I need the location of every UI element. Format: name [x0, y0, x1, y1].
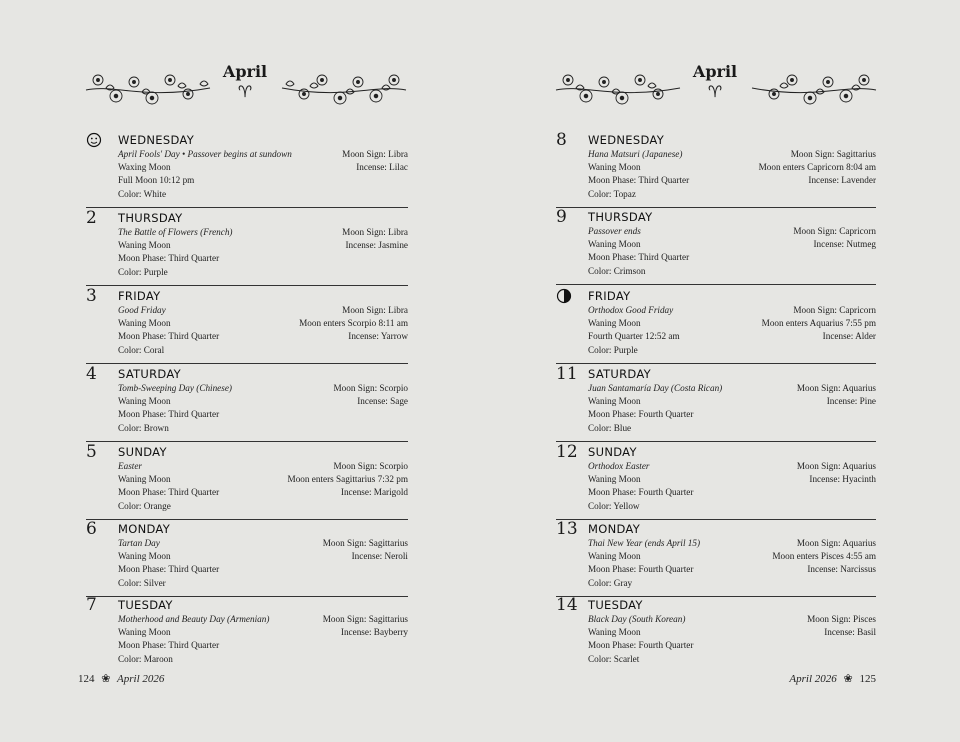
- moon-enters: Moon enters Scorpio 8:11 am: [299, 318, 408, 329]
- weekday-label: TUESDAY: [118, 598, 173, 612]
- moon-sign: Moon Sign: Sagittarius: [322, 538, 408, 548]
- moon-sign: Moon Sign: Sagittarius: [322, 614, 408, 624]
- day-color: Color: Maroon: [118, 653, 173, 664]
- divider: [556, 284, 876, 285]
- moon-sign: Moon Sign: Scorpio: [333, 383, 408, 393]
- moon-status: Waning Moon: [588, 318, 641, 329]
- incense: Incense: Marigold: [340, 487, 408, 498]
- weekday-label: SUNDAY: [118, 445, 167, 459]
- moon-status: Waning Moon: [118, 627, 171, 638]
- moon-phase: Moon Phase: Third Quarter: [118, 253, 220, 264]
- incense: Incense: Pine: [826, 396, 876, 407]
- moon-status: Waxing Moon: [118, 162, 171, 173]
- day-entry: [86, 286, 408, 364]
- day-entry: [556, 519, 876, 597]
- moon-sign: Moon Sign: Pisces: [807, 614, 876, 624]
- moon-sign: Moon Sign: Aquarius: [796, 538, 876, 548]
- event-text: Easter: [118, 461, 142, 471]
- floral-vine-right-icon: [750, 66, 878, 110]
- day-color: Color: White: [118, 188, 167, 199]
- moon-phase: Full Moon 10:12 pm: [118, 175, 195, 186]
- event-text: Tomb-Sweeping Day (Chinese): [118, 383, 232, 393]
- day-number: 3: [86, 286, 97, 306]
- running-head: April 2026: [789, 673, 837, 685]
- moon-enters: Moon enters Pisces 4:55 am: [772, 551, 876, 562]
- moon-phase: Moon Phase: Fourth Quarter: [588, 487, 694, 498]
- moon-phase: Moon Phase: Third Quarter: [588, 252, 690, 263]
- day-color: Color: Blue: [588, 422, 632, 433]
- moon-phase: Moon Phase: Fourth Quarter: [588, 640, 694, 651]
- page-footer: [789, 672, 876, 685]
- moon-status: Waning Moon: [588, 396, 641, 407]
- page-number: 125: [859, 673, 876, 685]
- incense: Incense: Bayberry: [340, 627, 408, 638]
- day-entry: [86, 130, 408, 208]
- moon-phase: Moon Phase: Third Quarter: [118, 564, 220, 575]
- aries-icon: ♈: [707, 82, 723, 101]
- incense: Incense: Lavender: [808, 175, 876, 186]
- event-text: Orthodox Easter: [588, 461, 650, 471]
- weekday-label: WEDNESDAY: [588, 133, 665, 147]
- day-entry: [556, 442, 876, 520]
- event-text: Black Day (South Korean): [588, 614, 686, 624]
- day-color: Color: Purple: [118, 266, 168, 277]
- moon-enters: Moon enters Aquarius 7:55 pm: [761, 318, 876, 329]
- moon-status: Waning Moon: [588, 551, 641, 562]
- moon-phase: Moon Phase: Fourth Quarter: [588, 409, 694, 420]
- moon-sign: Moon Sign: Aquarius: [796, 461, 876, 471]
- day-number: 11: [556, 364, 578, 384]
- day-color: Color: Yellow: [588, 500, 640, 511]
- day-entry: [86, 595, 408, 673]
- event-text: April Fools' Day • Passover begins at sundown: [118, 149, 292, 159]
- incense: Incense: Narcissus: [807, 564, 876, 575]
- moon-phase: Moon Phase: Third Quarter: [118, 409, 220, 420]
- moon-sign: Moon Sign: Libra: [342, 305, 408, 315]
- moon-status: Waning Moon: [118, 396, 171, 407]
- floral-vine-right-icon: [280, 66, 408, 110]
- moon-phase: Moon Phase: Third Quarter: [118, 487, 220, 498]
- moon-sign: Moon Sign: Libra: [342, 149, 408, 159]
- day-entry: [556, 595, 876, 673]
- incense: Incense: Neroli: [351, 551, 408, 562]
- incense: Incense: Sage: [357, 396, 408, 407]
- right-page: [480, 0, 960, 742]
- event-text: Motherhood and Beauty Day (Armenian): [118, 614, 270, 624]
- running-head: April 2026: [117, 673, 165, 685]
- day-color: Color: Scarlet: [588, 653, 640, 664]
- moon-phase: Moon Phase: Fourth Quarter: [588, 564, 694, 575]
- event-text: Passover ends: [588, 226, 641, 236]
- incense: Incense: Hyacinth: [809, 474, 876, 485]
- moon-status: Waning Moon: [588, 239, 641, 250]
- incense: Incense: Nutmeg: [813, 239, 876, 250]
- day-color: Color: Purple: [588, 344, 638, 355]
- day-number: 8: [556, 130, 567, 150]
- moon-status: Waning Moon: [118, 318, 171, 329]
- event-text: Thai New Year (ends April 15): [588, 538, 701, 548]
- full-moon-icon: [86, 132, 102, 148]
- event-text: Tartan Day: [118, 538, 160, 548]
- incense: Incense: Jasmine: [345, 240, 408, 251]
- incense: Incense: Basil: [824, 627, 876, 638]
- moon-status: Waning Moon: [118, 474, 171, 485]
- day-entry: [86, 519, 408, 597]
- moon-phase: Moon Phase: Third Quarter: [588, 175, 690, 186]
- moon-sign: Moon Sign: Libra: [342, 227, 408, 237]
- incense: Incense: Lilac: [356, 162, 408, 173]
- weekday-label: FRIDAY: [118, 289, 161, 303]
- weekday-label: SUNDAY: [588, 445, 637, 459]
- day-color: Color: Gray: [588, 577, 633, 588]
- incense: Incense: Yarrow: [348, 331, 408, 342]
- event-text: The Battle of Flowers (French): [118, 227, 233, 237]
- weekday-label: FRIDAY: [588, 289, 631, 303]
- incense: Incense: Alder: [822, 331, 876, 342]
- weekday-label: WEDNESDAY: [118, 133, 195, 147]
- event-text: Orthodox Good Friday: [588, 305, 674, 315]
- day-number: 13: [556, 519, 578, 539]
- flower-icon: ❀: [843, 672, 853, 685]
- moon-sign: Moon Sign: Capricorn: [793, 305, 876, 315]
- weekday-label: SATURDAY: [118, 367, 181, 381]
- flower-icon: ❀: [101, 672, 111, 685]
- moon-status: Waning Moon: [118, 240, 171, 251]
- day-number: 4: [86, 364, 97, 384]
- moon-sign: Moon Sign: Sagittarius: [790, 149, 876, 159]
- weekday-label: MONDAY: [118, 522, 171, 536]
- month-title: April: [222, 62, 268, 81]
- day-number: 2: [86, 208, 97, 228]
- weekday-label: TUESDAY: [588, 598, 643, 612]
- day-entry: [556, 364, 876, 442]
- event-text: Hana Matsuri (Japanese): [588, 149, 683, 159]
- moon-enters: Moon enters Capricorn 8:04 am: [758, 162, 876, 173]
- day-color: Color: Orange: [118, 500, 171, 511]
- moon-status: Waning Moon: [588, 474, 641, 485]
- event-text: Juan Santamaría Day (Costa Rican): [588, 383, 723, 393]
- weekday-label: THURSDAY: [118, 211, 183, 225]
- day-number: 12: [556, 442, 578, 462]
- day-color: Color: Silver: [118, 577, 166, 588]
- day-color: Color: Topaz: [588, 188, 636, 199]
- quarter-moon-icon: [556, 288, 572, 304]
- moon-status: Waning Moon: [118, 551, 171, 562]
- day-entry: [556, 286, 876, 364]
- moon-enters: Moon enters Sagittarius 7:32 pm: [287, 474, 408, 485]
- moon-phase: Moon Phase: Third Quarter: [118, 331, 220, 342]
- day-entry: [86, 208, 408, 286]
- weekday-label: MONDAY: [588, 522, 641, 536]
- day-color: Color: Coral: [118, 344, 165, 355]
- moon-status: Waning Moon: [588, 627, 641, 638]
- day-color: Color: Crimson: [588, 265, 646, 276]
- page-number: 124: [78, 673, 95, 685]
- day-entry: [556, 130, 876, 208]
- moon-sign: Moon Sign: Scorpio: [333, 461, 408, 471]
- day-number: 6: [86, 519, 97, 539]
- day-entry: [86, 442, 408, 520]
- moon-phase: Moon Phase: Third Quarter: [118, 640, 220, 651]
- weekday-label: THURSDAY: [588, 210, 653, 224]
- day-number: 5: [86, 442, 97, 462]
- day-number: 9: [556, 207, 567, 227]
- event-text: Good Friday: [118, 305, 166, 315]
- day-number: 14: [556, 595, 578, 615]
- page-header: [80, 56, 410, 116]
- page-header: [550, 56, 880, 116]
- moon-sign: Moon Sign: Capricorn: [793, 226, 876, 236]
- aries-icon: ♈: [237, 82, 253, 101]
- day-color: Color: Brown: [118, 422, 169, 433]
- day-number: 7: [86, 595, 97, 615]
- moon-sign: Moon Sign: Aquarius: [796, 383, 876, 393]
- moon-phase: Fourth Quarter 12:52 am: [588, 331, 680, 342]
- weekday-label: SATURDAY: [588, 367, 651, 381]
- day-entry: [556, 207, 876, 285]
- day-entry: [86, 364, 408, 442]
- month-title: April: [692, 62, 738, 81]
- moon-status: Waning Moon: [588, 162, 641, 173]
- page-footer: [78, 672, 164, 685]
